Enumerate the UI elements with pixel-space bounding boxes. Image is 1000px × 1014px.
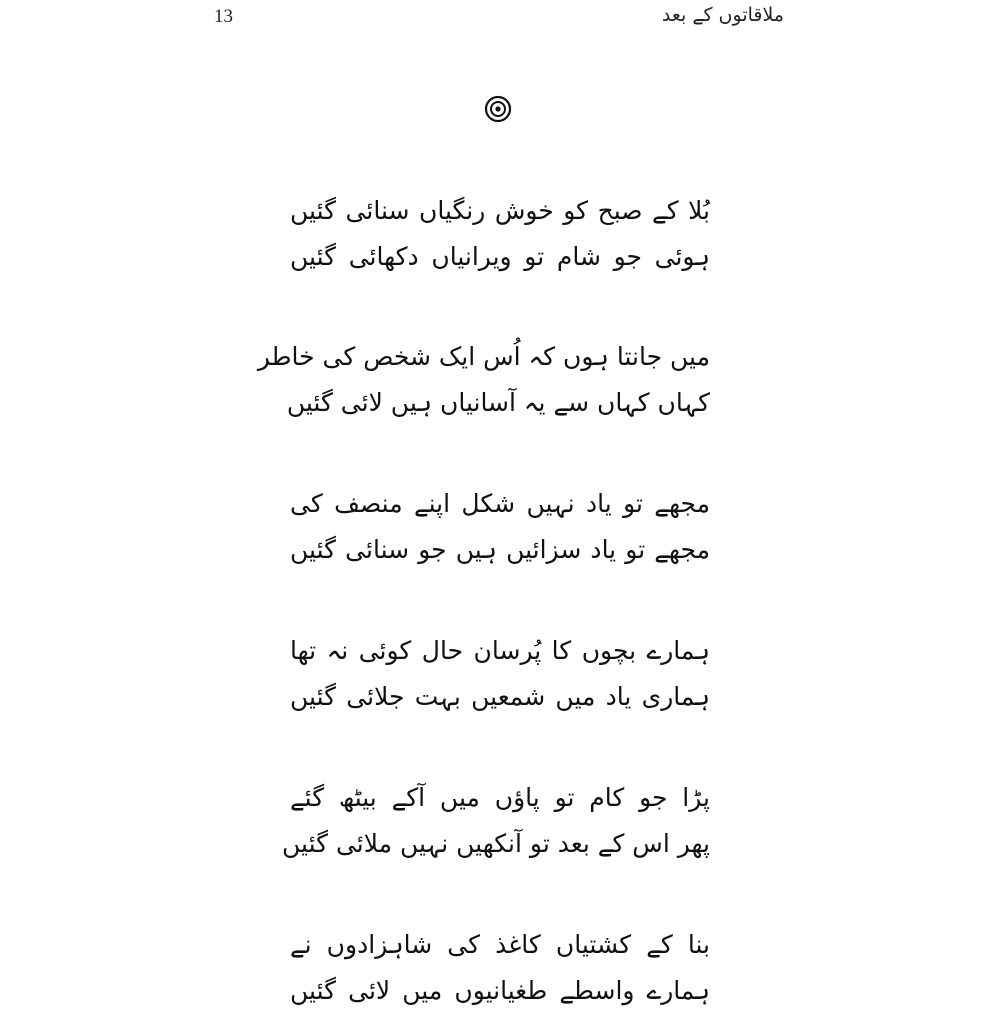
verse-line: بنا کے کشتیاں کاغذ کی شاہزادوں نے bbox=[290, 930, 710, 959]
verse-line: ہوئی جو شام تو ویرانیاں دکھائی گئیں bbox=[290, 242, 710, 271]
verse-line: پڑا جو کام تو پاؤں میں آکے بیٹھ گئے bbox=[290, 783, 710, 812]
running-title: ملاقاتوں کے بعد bbox=[661, 4, 784, 26]
verse-line: مجھے تو یاد نہیں شکل اپنے منصف کی bbox=[290, 489, 710, 518]
verse-line: بُلا کے صبح کو خوش رنگیاں سنائی گئیں bbox=[290, 196, 710, 225]
couplet bbox=[290, 628, 710, 720]
verse-line: مجھے تو یاد سزائیں ہیں جو سنائی گئیں bbox=[290, 535, 710, 564]
couplet bbox=[290, 188, 710, 280]
verse-line: کہاں کہاں سے یہ آسانیاں ہیں لائی گئیں bbox=[286, 388, 710, 417]
couplet bbox=[257, 334, 710, 426]
couplet bbox=[290, 481, 710, 573]
verse-line: میں جانتا ہوں کہ اُس ایک شخص کی خاطر bbox=[257, 342, 710, 371]
couplet bbox=[290, 922, 710, 1014]
verse-line: ہمارے بچوں کا پُرسان حال کوئی نہ تھا bbox=[290, 636, 710, 665]
couplet bbox=[282, 775, 710, 867]
page-number: 13 bbox=[214, 6, 233, 27]
verse-line: پھر اس کے بعد تو آنکھیں نہیں ملائی گئیں bbox=[282, 829, 710, 858]
verse-line: ہمارے واسطے طغیانیوں میں لائی گئیں bbox=[290, 976, 710, 1005]
double-circle-ornament-icon bbox=[484, 95, 512, 123]
verse-line: ہماری یاد میں شمعیں بہت جلائی گئیں bbox=[290, 682, 710, 711]
